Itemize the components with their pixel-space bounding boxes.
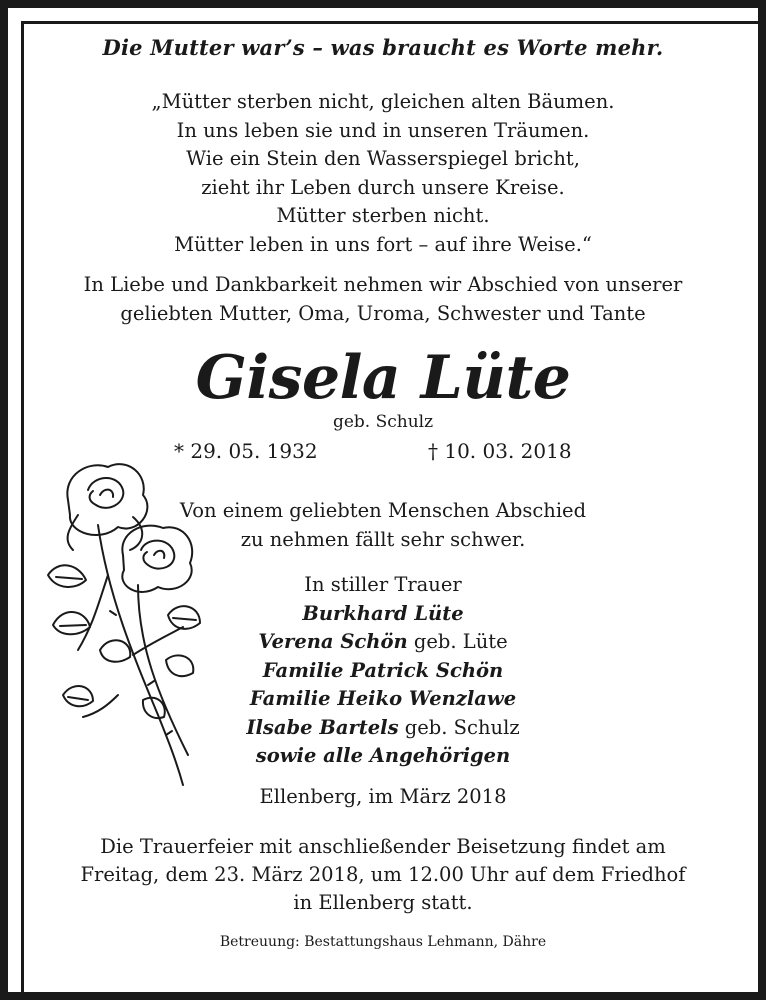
undertaker-credit: Betreuung: Bestattungshaus Lehmann, Dähre	[219, 934, 547, 950]
mourners-list	[150, 571, 616, 771]
intro-line: geliebten Mutter, Oma, Uroma, Schwester und Tante	[120, 302, 646, 325]
mourner: Ilsabe Bartels geb. Schulz	[246, 715, 520, 739]
mourner: Verena Schön geb. Lüte	[258, 630, 508, 653]
mourner: Familie Patrick Schön	[262, 658, 504, 682]
headline: Die Mutter war’s – was braucht es Worte mehr.	[102, 35, 664, 60]
death-date: † 10. 03. 2018	[428, 439, 572, 463]
intro-text	[0, 270, 766, 328]
mourner: Familie Heiko Wenzlawe	[249, 687, 517, 710]
poem-line: In uns leben sie und in unseren Träumen.	[176, 118, 590, 142]
poem-line: zieht ihr Leben durch unsere Kreise.	[201, 175, 565, 199]
poem	[0, 88, 766, 259]
farewell-line: Von einem geliebten Menschen Abschied	[179, 499, 587, 522]
funeral-line: Die Trauerfeier mit anschließender Beisetzung findet am	[100, 835, 666, 858]
mourner: Burkhard Lüte	[302, 601, 464, 625]
intro-line: In Liebe und Dankbarkeit nehmen wir Abschied von unserer	[83, 273, 683, 296]
poem-line: Mütter leben in uns fort – auf ihre Weise.“	[174, 232, 592, 256]
funeral-line: Freitag, dem 23. März 2018, um 12.00 Uhr auf dem Friedhof	[80, 863, 686, 886]
mourning-heading: In stiller Trauer	[304, 573, 462, 596]
place-date: Ellenberg, im März 2018	[259, 785, 507, 808]
poem-line: Wie ein Stein den Wasserspiegel bricht,	[186, 147, 580, 170]
deceased-name: Gisela Lüte	[195, 343, 571, 413]
funeral-line: in Ellenberg statt.	[293, 891, 473, 914]
birth-date: * 29. 05. 1932	[174, 439, 318, 463]
poem-line: Mütter sterben nicht.	[276, 204, 490, 227]
funeral-info	[0, 833, 766, 917]
maiden-name: geb. Schulz	[332, 412, 434, 432]
mourner: sowie alle Angehörigen	[255, 744, 511, 767]
farewell-line: zu nehmen fällt sehr schwer.	[240, 528, 526, 551]
farewell-text	[150, 496, 616, 554]
poem-line: „Mütter sterben nicht, gleichen alten Bäumen.	[151, 90, 615, 113]
